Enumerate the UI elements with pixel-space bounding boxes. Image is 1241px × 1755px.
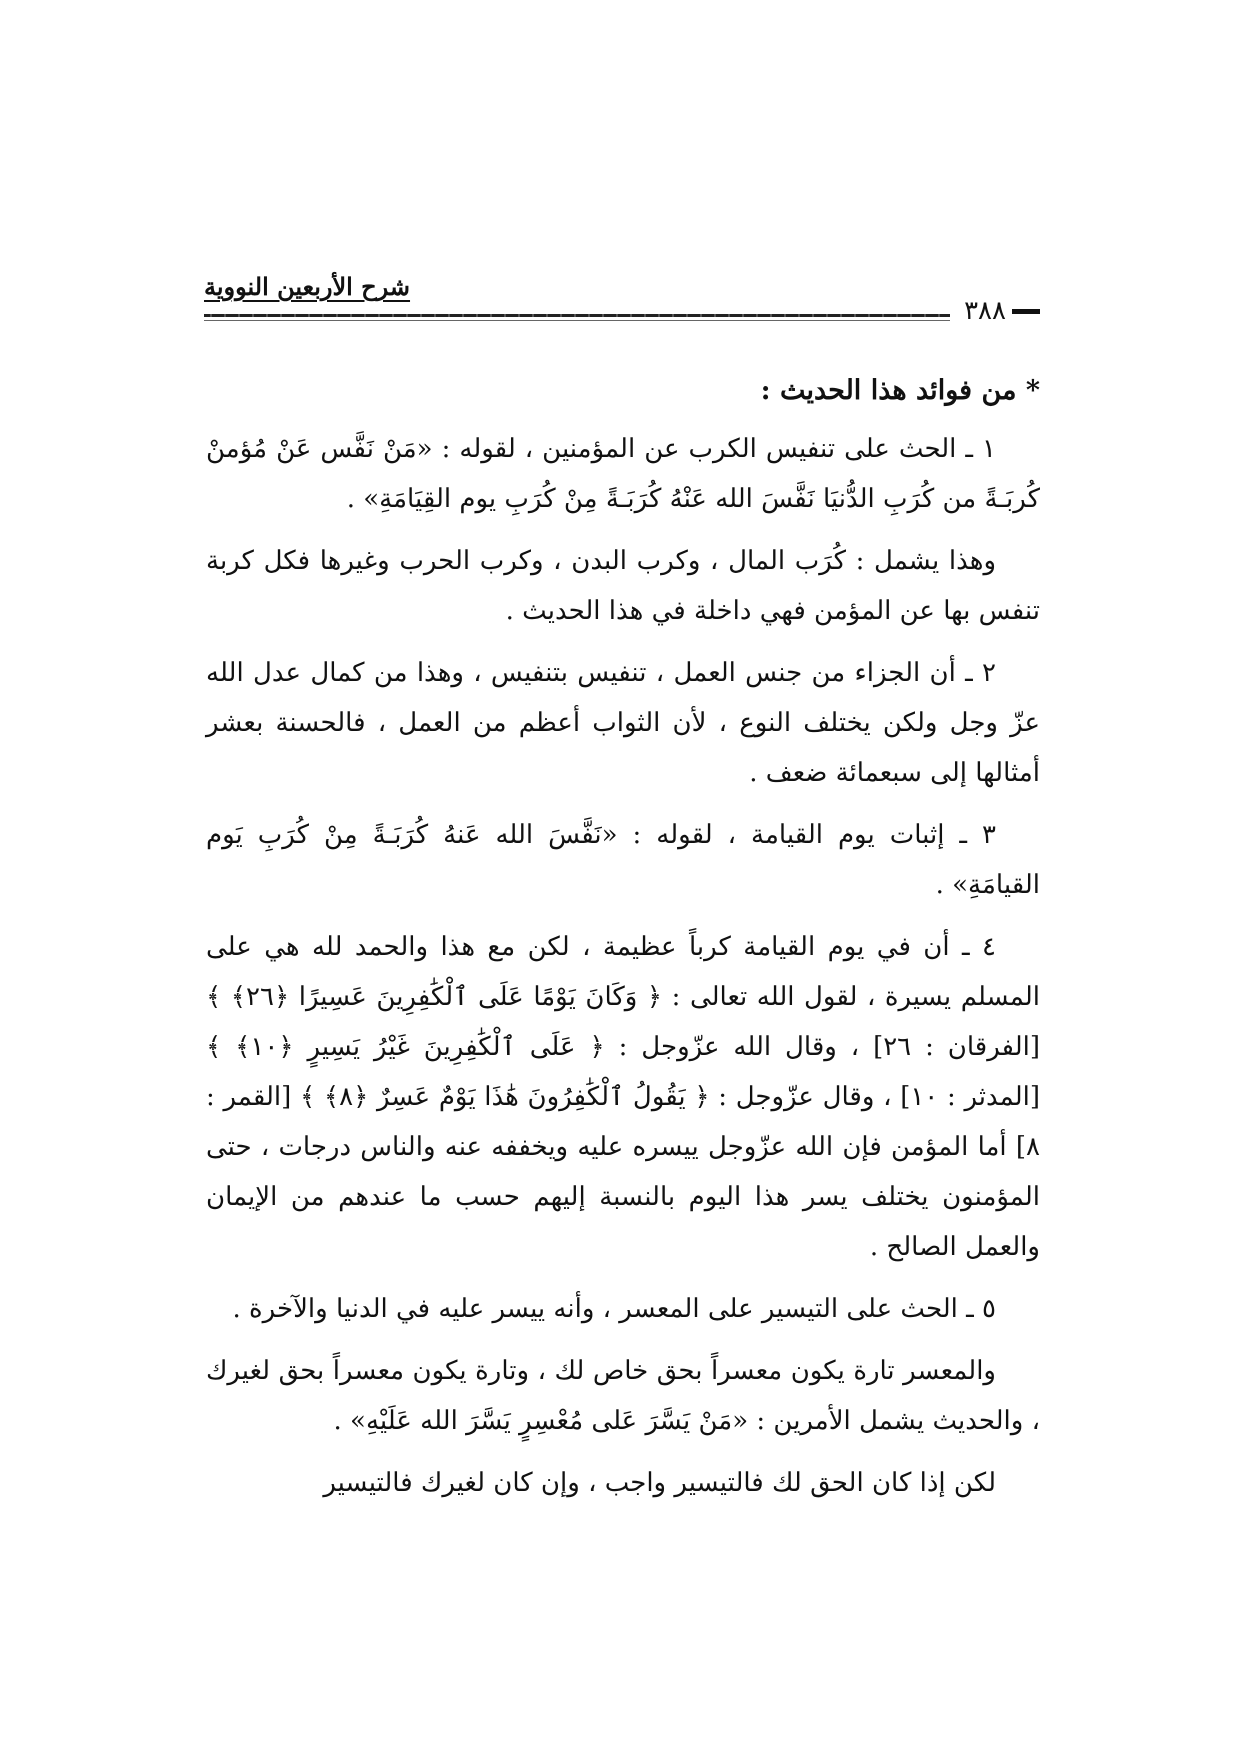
paragraph-benefit-2: ٢ ـ أن الجزاء من جنس العمل ، تنفيس بتنفيس ، وهذا من كمال عدل الله عزّ وجل ولكن يختلف النوع ، لأن الثواب أعظم من العمل ، فالحسنة بعشر أمثالها إلى سبعمائة ضعف . <box>206 658 1040 788</box>
page-number-bar <box>1012 309 1040 314</box>
running-title: شرح الأربعين النووية <box>204 272 411 301</box>
page-header <box>204 272 1040 332</box>
paragraph-benefit-1-note: وهذا يشمل : كُرَب المال ، وكرب البدن ، وكرب الحرب وغيرها فكل كربة تنفس بها عن المؤمن فهي داخلة في هذا الحديث . <box>206 546 1040 626</box>
paragraph-benefit-4: ٤ ـ أن في يوم القيامة كرباً عظيمة ، لكن مع هذا والحمد لله هي على المسلم يسيرة ، لقول الله تعالى : ﴿ وَكَانَ يَوْمًا عَلَى ٱلْكَٰفِرِينَ عَسِيرًا ﴿٢٦﴾ ﴾ [الفرقان : ٢٦] ، وقال الله عزّوجل : ﴿ عَلَى ٱلْكَٰفِرِينَ غَيْرُ يَسِيرٍ ﴿١٠﴾ ﴾ [المدثر : ١٠] ، وقال عزّوجل : ﴿ يَقُولُ ٱلْكَٰفِرُونَ هَٰذَا يَوْمٌ عَسِرٌ ﴿٨﴾ ﴾ [القمر : ٨] أما المؤمن فإن الله عزّوجل ييسره عليه ويخففه عنه والناس درجات ، حتى المؤمنون يختلف يسر هذا اليوم بالنسبة إليهم حسب ما عندهم من الإيمان والعمل الصالح . <box>206 932 1041 1262</box>
paragraph-benefit-3: ٣ ـ إثبات يوم القيامة ، لقوله : «نَفَّسَ الله عَنهُ كُرَبَـةً مِنْ كُرَبِ يَوم القيامَةِ» . <box>206 820 1040 900</box>
page-body <box>206 366 1040 1508</box>
page-number <box>964 296 1040 326</box>
header-rule-thin <box>204 320 950 321</box>
paragraph-continuation: لكن إذا كان الحق لك فالتيسير واجب ، وإن كان لغيرك فالتيسير <box>323 1468 996 1498</box>
paragraph-benefit-5: ٥ ـ الحث على التيسير على المعسر ، وأنه ييسر عليه في الدنيا والآخرة . <box>232 1294 996 1324</box>
paragraph-benefit-1: ١ ـ الحث على تنفيس الكرب عن المؤمنين ، لقوله : «مَنْ نَفَّس عَنْ مُؤمنْ كُربَـةً من كُرَبِ الدُّنيَا نَفَّسَ الله عَنْهُ كُرَبَـةً مِنْ كُرَبِ يوم القِيَامَةِ» . <box>206 434 1040 514</box>
paragraph-benefit-5-note: والمعسر تارة يكون معسراً بحق خاص لك ، وتارة يكون معسراً بحق لغيرك ، والحديث يشمل الأمرين : «مَنْ يَسَّرَ عَلى مُعْسِرٍ يَسَّرَ الله عَلَيْهِ» . <box>206 1356 1040 1436</box>
page-number-text: ٣٨٨ <box>964 296 1006 326</box>
header-rule <box>204 314 950 317</box>
section-heading: * من فوائد هذا الحديث : <box>760 375 1040 406</box>
